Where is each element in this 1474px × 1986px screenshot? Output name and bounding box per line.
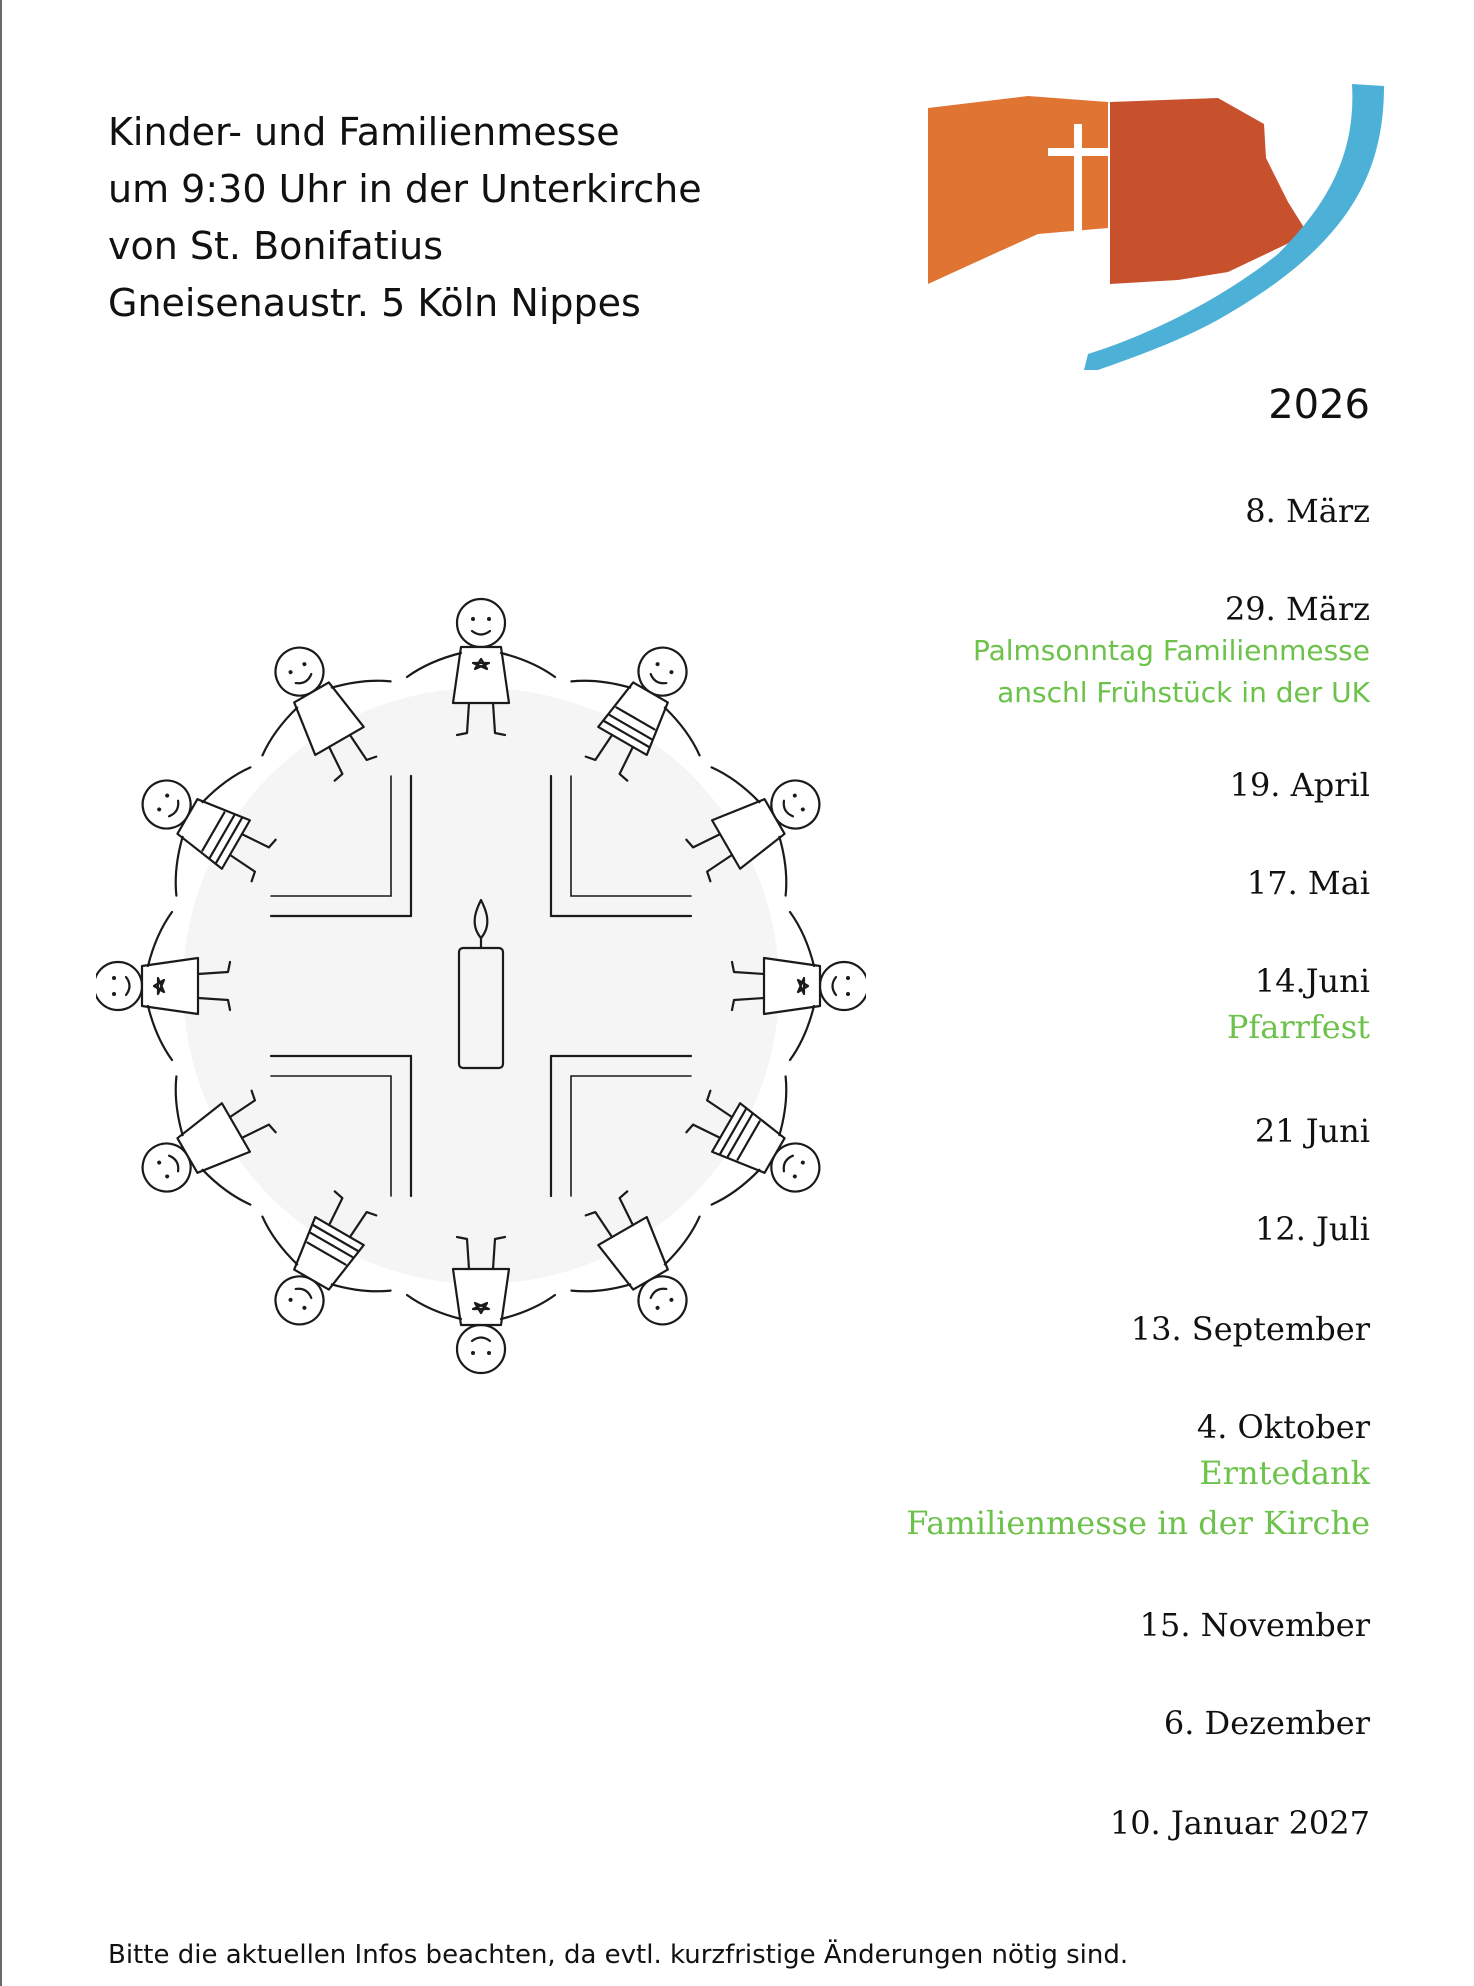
event-note: anschl Frühstück in der UK: [997, 676, 1370, 709]
header-line-2: um 9:30 Uhr in der Unterkirche: [108, 167, 702, 211]
event-date: 19. April: [1229, 766, 1370, 804]
event-note: Familienmesse in der Kirche: [906, 1504, 1370, 1542]
header-line-3: von St. Bonifatius: [108, 224, 444, 268]
event-date: 8. März: [1245, 492, 1370, 530]
event-date: 12. Juli: [1255, 1210, 1370, 1248]
header-block: [108, 104, 868, 332]
page-left-border: [0, 0, 2, 1986]
event-note: Palmsonntag Familienmesse: [972, 634, 1370, 667]
event-item: [1230, 764, 1370, 806]
header-line-1: Kinder- und Familienmesse: [108, 110, 620, 154]
event-item: [1140, 1604, 1370, 1646]
parish-logo-icon: [928, 84, 1384, 370]
event-date: 6. Dezember: [1163, 1704, 1370, 1742]
event-date: 15. November: [1139, 1606, 1370, 1644]
event-item: [1245, 490, 1370, 532]
event-item: [1164, 1702, 1370, 1744]
children-circle-cross-candle-icon: [96, 586, 866, 1386]
event-date: 14.Juni: [1254, 962, 1370, 1000]
event-item: [1255, 1208, 1370, 1250]
header-line-4: Gneisenaustr. 5 Köln Nippes: [108, 281, 641, 325]
event-date: 4. Oktober: [1196, 1408, 1370, 1446]
event-date: 13. September: [1130, 1310, 1370, 1348]
event-item: [1110, 1802, 1370, 1844]
event-item: [1247, 862, 1370, 904]
event-item: [973, 588, 1370, 714]
event-date: 17. Mai: [1246, 864, 1370, 902]
event-note: Erntedank: [1199, 1454, 1370, 1492]
event-date: 29. März: [1224, 590, 1370, 628]
event-date: 21 Juni: [1254, 1112, 1370, 1150]
event-item: [1227, 960, 1370, 1052]
event-item: [1255, 1110, 1370, 1152]
footer-note: Bitte die aktuellen Infos beachten, da evtl. kurzfristige Änderungen nötig sind.: [108, 1940, 1129, 1970]
event-date: 10. Januar 2027: [1109, 1804, 1370, 1842]
event-note: Pfarrfest: [1226, 1008, 1370, 1046]
event-item: [1131, 1308, 1370, 1350]
event-item: [906, 1406, 1370, 1548]
year-heading: 2026: [1268, 382, 1370, 428]
